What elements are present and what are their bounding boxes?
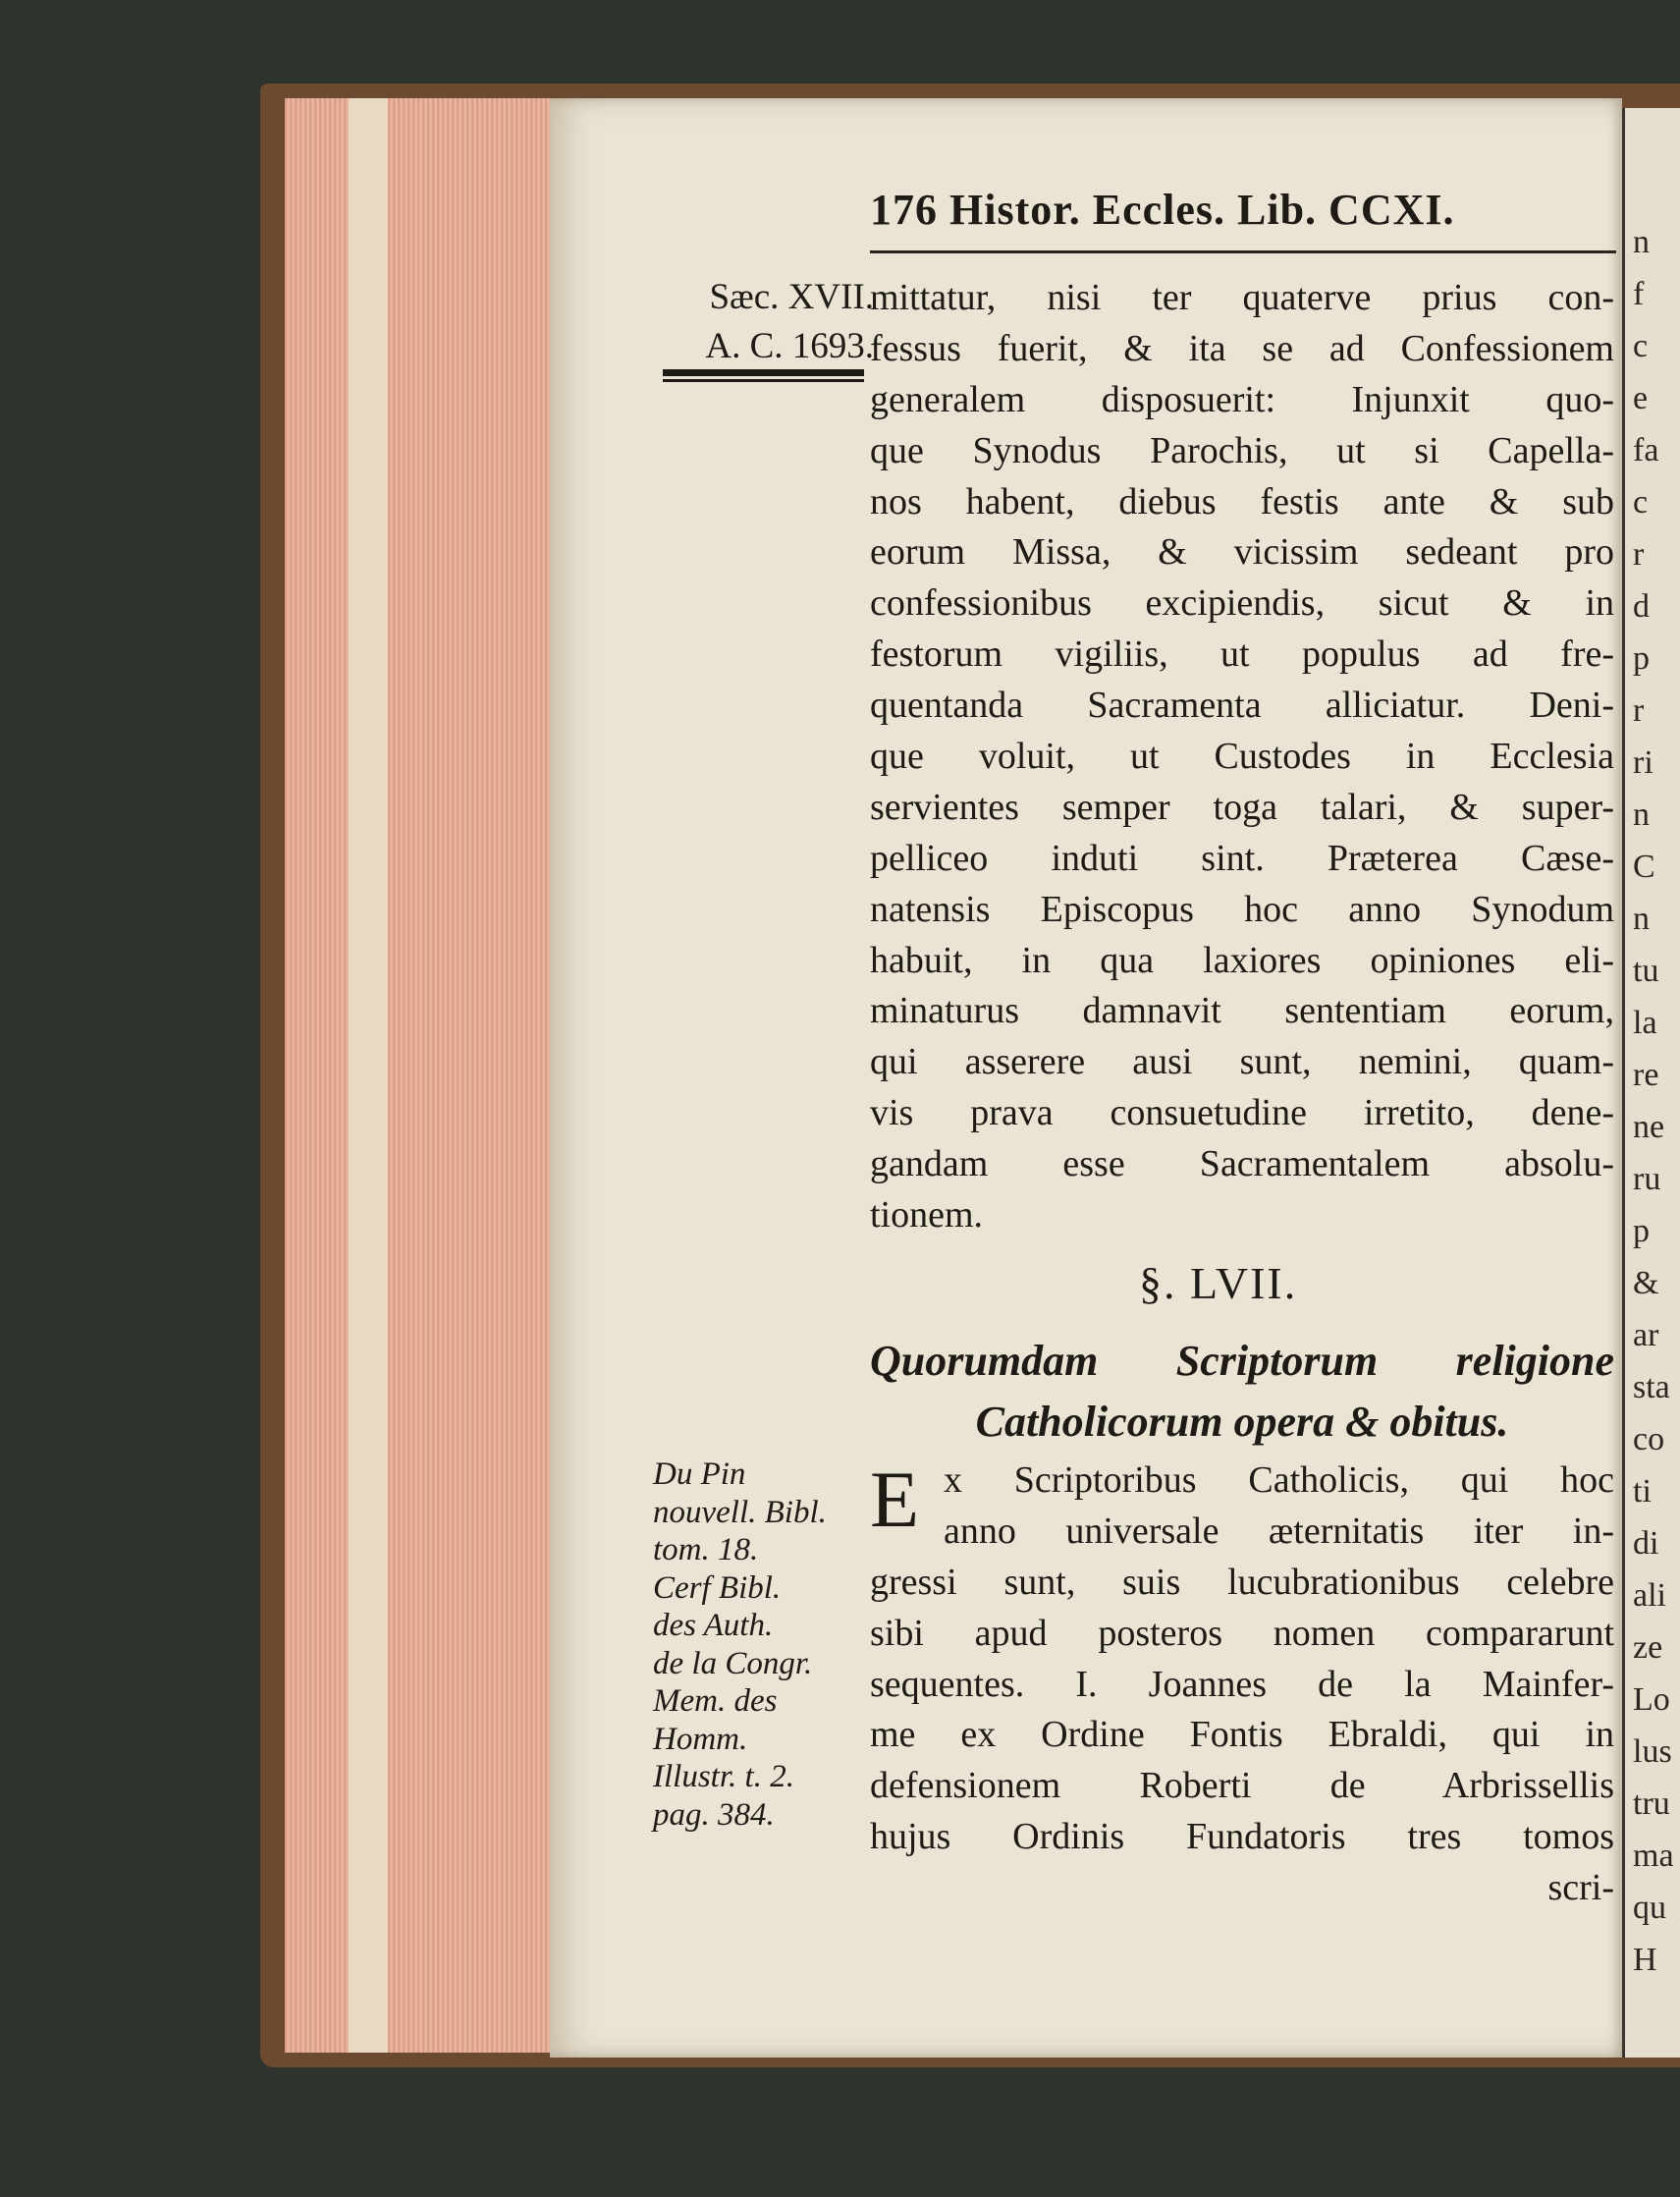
text-line: pelliceo induti sint. Præterea Cæse-: [870, 837, 1614, 879]
facing-page-letter: c: [1633, 328, 1649, 364]
text-line: tionem.: [870, 1194, 984, 1236]
margin-note-line: pag. 384.: [653, 1796, 775, 1833]
text-line: sibi apud posteros nomen compararunt: [870, 1612, 1614, 1654]
facing-page-letter: Lo: [1633, 1681, 1670, 1718]
facing-page-letter: ze: [1633, 1629, 1663, 1666]
margin-rule: [663, 369, 864, 376]
text-line: habuit, in qua laxiores opiniones eli-: [870, 939, 1614, 981]
head-rule: [870, 250, 1616, 253]
facing-page-letter: r: [1633, 692, 1645, 729]
text-line: quentanda Sacramenta alliciatur. Deni-: [870, 685, 1614, 727]
margin-note-line: de la Congr.: [653, 1645, 813, 1681]
facing-page-letter: e: [1633, 380, 1649, 416]
facing-page-letter: co: [1633, 1421, 1665, 1457]
margin-note-line: des Auth.: [653, 1608, 774, 1643]
text-line: que Synodus Parochis, ut si Capella-: [870, 429, 1614, 471]
facing-page-letter: ru: [1633, 1161, 1661, 1197]
facing-page-letter: C: [1633, 849, 1655, 885]
facing-page-letter: tu: [1633, 953, 1659, 989]
body-text: [870, 273, 1614, 1241]
text-line: minaturus damnavit sententiam eorum,: [870, 990, 1614, 1032]
facing-page-letter: &: [1633, 1265, 1659, 1301]
text-line: eorum Missa, & vicissim sedeant pro: [870, 531, 1614, 574]
facing-page-letter: p: [1633, 640, 1650, 677]
facing-page-letter: tru: [1633, 1785, 1670, 1822]
facing-page-letter: ti: [1633, 1473, 1652, 1510]
margin-rule-thin: [663, 379, 864, 382]
facing-page-letter: r: [1633, 536, 1645, 573]
margin-note-line: nouvell. Bibl.: [653, 1494, 827, 1530]
margin-note-line: Mem. des: [653, 1683, 778, 1719]
section-title-line: Quorumdam Scriptorum religione: [870, 1337, 1614, 1385]
facing-page-letter: n: [1633, 796, 1650, 833]
text-line: nos habent, diebus festis ante & sub: [870, 480, 1614, 522]
facing-page-letter: ar: [1633, 1317, 1659, 1353]
text-line: festorum vigiliis, ut populus ad fre-: [870, 633, 1614, 676]
catchword: scri-: [1547, 1867, 1614, 1909]
section-title-line: Catholicorum opera & obitus.: [975, 1398, 1509, 1446]
margin-note-line: tom. 18.: [653, 1532, 759, 1567]
text-line: x Scriptoribus Catholicis, qui hoc: [944, 1459, 1614, 1501]
text-line: confessionibus excipiendis, sicut & in: [870, 582, 1614, 625]
facing-page-edge: [1622, 108, 1680, 2058]
page-edge-inner: [349, 98, 388, 2053]
section-body: [870, 1456, 1614, 1914]
margin-notes: [653, 1456, 864, 1834]
text-line: sequentes. I. Joannes de la Mainfer-: [870, 1663, 1614, 1705]
text-line: defensionem Roberti de Arbrissellis: [870, 1765, 1614, 1807]
facing-page-letter: H: [1633, 1942, 1657, 1978]
facing-page-letter: ma: [1633, 1838, 1674, 1874]
margin-note-line: Illustr. t. 2.: [653, 1759, 794, 1794]
text-line: vis prava consuetudine irretito, dene-: [870, 1092, 1614, 1134]
facing-page-letter: ri: [1633, 744, 1653, 781]
text-line: qui asserere ausi sunt, nemini, quam-: [870, 1041, 1614, 1083]
text-line: me ex Ordine Fontis Ebraldi, qui in: [870, 1714, 1614, 1756]
text-line: generalem disposuerit: Injunxit quo-: [870, 378, 1614, 420]
running-head: 176 Histor. Eccles. Lib. CCXI.: [870, 186, 1455, 234]
section-title: [870, 1331, 1614, 1453]
margin-year: A. C. 1693.: [705, 326, 874, 366]
facing-page-letter: lus: [1633, 1733, 1672, 1770]
facing-page-letter: ali: [1633, 1577, 1666, 1614]
section-number: §. LVII.: [1139, 1258, 1298, 1308]
facing-page-letter: n: [1633, 224, 1650, 260]
margin-century: Sæc. XVII.: [709, 277, 874, 317]
text-line: que voluit, ut Custodes in Ecclesia: [870, 736, 1614, 778]
margin-note-line: Cerf Bibl.: [653, 1569, 782, 1606]
text-line: mittatur, nisi ter quaterve prius con-: [870, 277, 1614, 318]
facing-page-letter: n: [1633, 901, 1650, 937]
drop-cap: E: [870, 1455, 920, 1544]
text-line: fessus fuerit, & ita se ad Confessionem: [870, 327, 1614, 369]
facing-page-letter: re: [1633, 1057, 1659, 1093]
facing-page-letter: fa: [1633, 432, 1659, 468]
text-line: gandam esse Sacramentalem absolu-: [870, 1143, 1614, 1185]
margin-note-line: Homm.: [653, 1721, 748, 1757]
text-line: gressi sunt, suis lucubrationibus celebre: [870, 1561, 1614, 1603]
margin-date: [638, 273, 874, 371]
text-line: anno universale æternitatis iter in-: [944, 1510, 1614, 1552]
facing-page-letter: f: [1633, 276, 1645, 312]
facing-page-letter: d: [1633, 588, 1650, 625]
facing-page-letter: di: [1633, 1525, 1659, 1562]
page-edges: [285, 98, 579, 2053]
facing-page-letter: la: [1633, 1005, 1657, 1041]
facing-page-letter: c: [1633, 484, 1649, 521]
facing-page-letter: qu: [1633, 1890, 1666, 1926]
facing-page-letter: ne: [1633, 1109, 1665, 1145]
text-line: natensis Episcopus hoc anno Synodum: [870, 888, 1614, 930]
facing-page-letter: p: [1633, 1213, 1650, 1249]
facing-page-letters: [1633, 216, 1674, 1986]
text-line: hujus Ordinis Fundatoris tres tomos: [870, 1816, 1614, 1858]
text-line: servientes semper toga talari, & super-: [870, 786, 1614, 828]
margin-note-line: Du Pin: [653, 1456, 746, 1492]
facing-page-letter: sta: [1633, 1369, 1670, 1405]
